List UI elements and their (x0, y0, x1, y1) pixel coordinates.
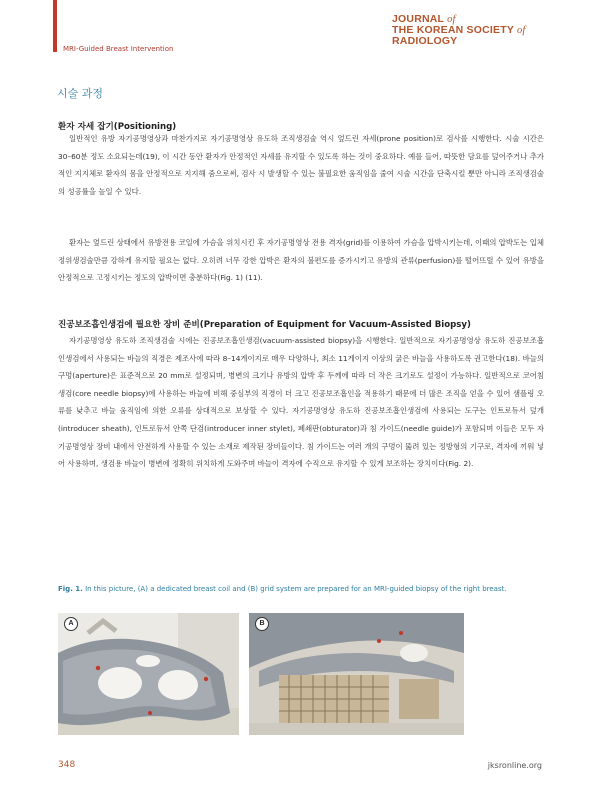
positioning-paragraph-1: 일반적인 유방 자기공명영상과 마찬가지로 자기공명영상 유도하 조직생검술 역시 엎드린 자세(prone position)로 검사를 시행한다. 시술 시간은 30–60분 정도 소요되는데(19), 이 시간 동안 환자가 안정적인 자세를 유지할 수 있도록 하는 것이 중요하다. 예를 들어, 따뜻한 담요를 덮어주거나 추가적인 지지체로 환자의 몸을 안정적으로 지지해 줌으로써, 검사 시 발생할 수 있는 불필요한 움직임을 줄여 시술 시간을 단축시킬 뿐만 아니라 조직생검술의 성공률을 높일 수 있다. (58, 134, 544, 196)
panel-b-label: B (255, 617, 269, 631)
positioning-paragraph-2: 환자는 엎드린 상태에서 유방전용 코일에 가슴을 위치시킨 후 자기공명영상 전용 격자(grid)를 이용하여 가슴을 압박시키는데, 이때의 압박도는 입체정위생검술만큼 강하게 유지할 필요는 없다. 오히려 너무 강한 압박은 환자의 불편도를 증가시키고 유방의 관류(perfusion)를 떨어뜨릴 수 있어 유방을 안정적으로 고정시키는 정도의 압박이면 충분하다(Fig. 1) (11). (58, 238, 544, 283)
journal-logo: JOURNAL of THE KOREAN SOCIETY of RADIOLOGY (392, 13, 526, 47)
page-number: 348 (58, 760, 76, 770)
accent-bar (53, 0, 57, 52)
section-title: 시술 과정 (57, 87, 104, 100)
figure-panel-a-photo (58, 613, 239, 735)
positioning-heading: 환자 자세 잡기(Positioning) (58, 122, 177, 132)
equipment-paragraph: 자기공명영상 유도하 조직생검술 시에는 진공보조흡인생검(vacuum-assisted biopsy)을 시행한다. 일반적으로 자기공명영상 유도하 진공보조흡인생검에서 사용되는 바늘의 직경은 제조사에 따라 8–14게이지로 매우 다양하나, 최소 11게이지 이상의 굵은 바늘을 사용하도록 권고한다(18). 바늘의 구멍(aperture)은 표준적으로 20 mm로 설정되며, 병변의 크기나 유방의 압박 후 두께에 따라 더 작은 크기로도 설정이 가능하다. 일반적으로 코어침생검(core needle biopsy)에 사용하는 바늘에 비해 중심부의 직경이 더 크고 진공보조흡인을 적용하기 때문에 더 많은 조직을 얻을 수 있어 샘플링 오류를 낮추고 바늘 움직임에 의한 오류를 상대적으로 보상할 수 있다. 자기공명영상 유도하 진공보조흡인생검에 사용되는 도구는 인트로듀서 덮개(introducer sheath), 인트로듀서 안쪽 단검(introducer inner stylet), 폐쇄판(obturator)과 침 가이드(needle guide)가 포함되며 이들은 모두 자기공명영상 장비 내에서 안전하게 사용할 수 있는 소재로 제작된 장비들이다. 침 가이드는 여러 개의 구멍이 뚫려 있는 정방형의 기구로, 격자에 끼워 넣어 사용하며, 생검용 바늘이 병변에 정확히 위치하게 도와주며 바늘이 격자에 수직으로 유지할 수 있게 보조하는 장치이다(Fig. 2). (58, 336, 544, 469)
journal-website: jksronline.org (487, 761, 542, 770)
figure-caption: Fig. 1. In this picture, (A) a dedicated breast coil and (B) grid system are prepared for an MRI-guided biopsy of the right breast. (58, 585, 507, 593)
figure-panel-b-photo (249, 613, 464, 735)
running-head: MRI-Guided Breast Intervention (63, 45, 174, 53)
panel-a-label: A (64, 617, 78, 631)
equipment-heading: 진공보조흡인생검에 필요한 장비 준비(Preparation of Equipment for Vacuum-Assisted Biopsy) (58, 320, 471, 330)
